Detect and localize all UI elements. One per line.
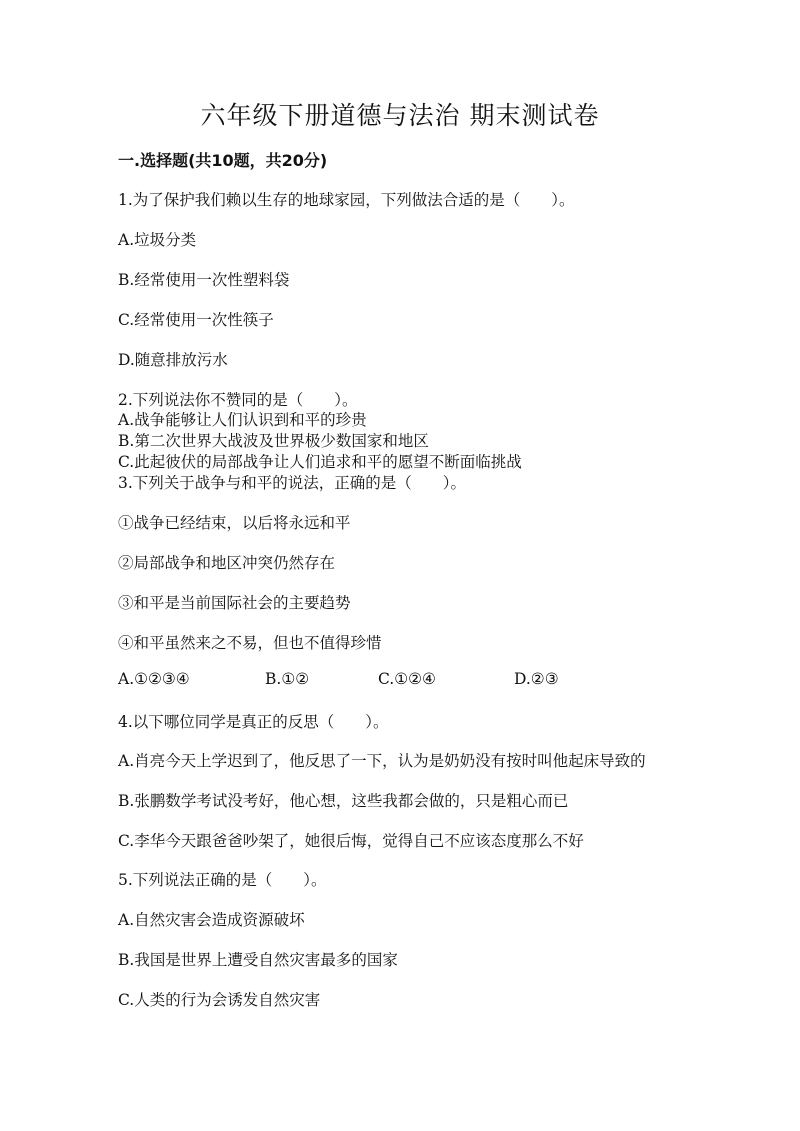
question-5-option-c: C.人类的行为会诱发自然灾害: [118, 991, 321, 1009]
question-3-option-b: B.①②: [265, 670, 310, 688]
question-2-option-c: C.此起彼伏的局部战争让人们追求和平的愿望不断面临挑战: [118, 453, 522, 471]
question-4-stem: 4.以下哪位同学是真正的反思（ ）。: [118, 713, 389, 731]
question-5-stem: 5.下列说法正确的是（ ）。: [118, 871, 327, 889]
question-2-option-b: B.第二次世界大战波及世界极少数国家和地区: [118, 432, 429, 450]
question-3-statement-4: ④和平虽然来之不易，但也不值得珍惜: [118, 634, 382, 652]
question-5-option-b: B.我国是世界上遭受自然灾害最多的国家: [118, 951, 398, 969]
question-5-option-a: A.自然灾害会造成资源破坏: [118, 911, 305, 929]
question-3-stem: 3.下列关于战争与和平的说法，正确的是（ ）。: [118, 474, 467, 492]
question-3-option-d: D.②③: [514, 670, 559, 688]
question-4-option-c: C.李华今天跟爸爸吵架了，她很后悔，觉得自己不应该态度那么不好: [118, 832, 584, 850]
question-3-option-c: C.①②④: [378, 670, 436, 688]
page-title: 六年级下册道德与法治 期末测试卷: [200, 101, 600, 130]
question-4-option-a: A.肖亮今天上学迟到了，他反思了一下，认为是奶奶没有按时叫他起床导致的: [118, 752, 646, 770]
question-1-option-c: C.经常使用一次性筷子: [118, 311, 274, 329]
question-1-stem: 1.为了保护我们赖以生存的地球家园，下列做法合适的是（ ）。: [118, 191, 575, 209]
question-3-statement-3: ③和平是当前国际社会的主要趋势: [118, 594, 351, 612]
question-2-option-a: A.战争能够让人们认识到和平的珍贵: [118, 411, 367, 429]
question-1-option-a: A.垃圾分类: [118, 231, 197, 249]
question-2-stem: 2.下列说法你不赞同的是（ ）。: [118, 391, 358, 409]
question-3-statement-1: ①战争已经结束，以后将永远和平: [118, 514, 351, 532]
question-1-option-b: B.经常使用一次性塑料袋: [118, 271, 290, 289]
question-3-option-a: A.①②③④: [118, 670, 190, 688]
section-heading: 一.选择题(共10题，共20分): [118, 151, 328, 170]
question-4-option-b: B.张鹏数学考试没考好，他心想，这些我都会做的，只是粗心而已: [118, 792, 569, 810]
question-3-statement-2: ②局部战争和地区冲突仍然存在: [118, 554, 336, 572]
question-1-option-d: D.随意排放污水: [118, 351, 228, 369]
